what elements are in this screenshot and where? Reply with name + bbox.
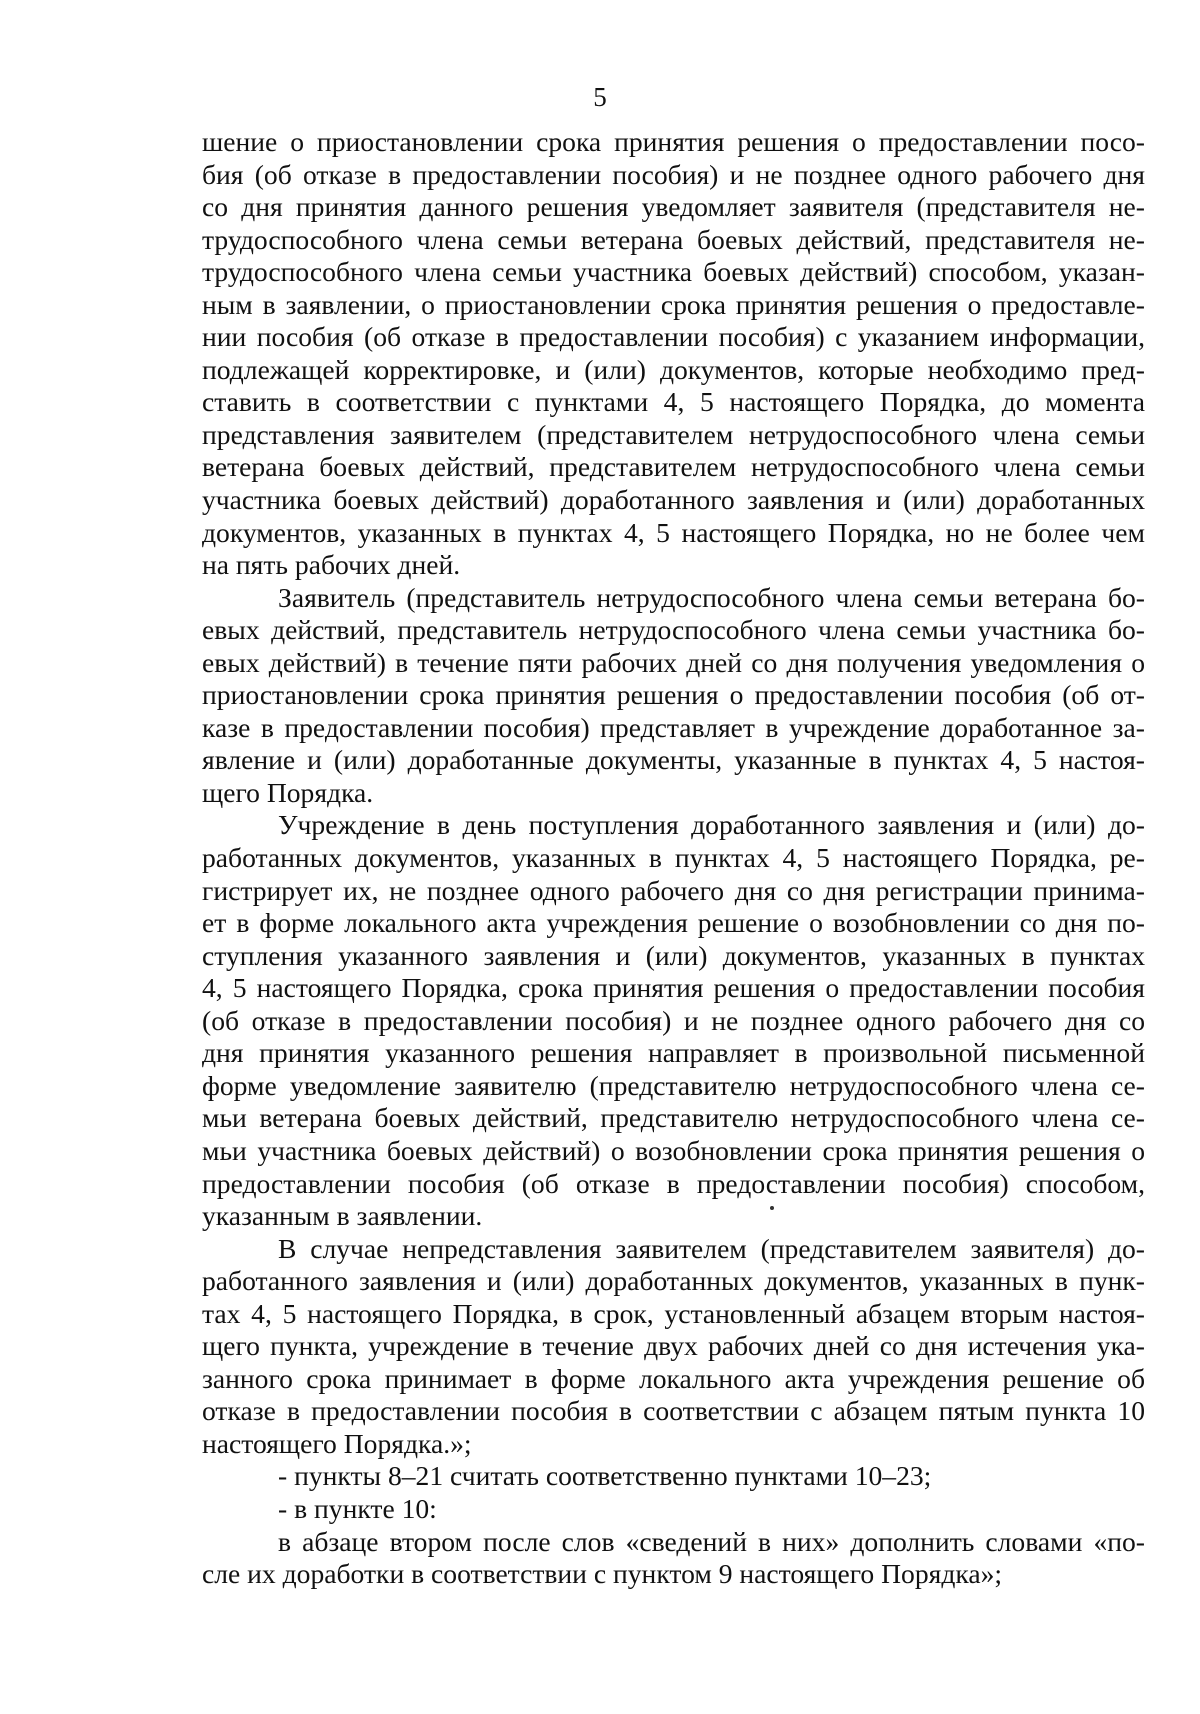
text-line: шение о приостановлении срока принятия решения о предоставлении посо- (202, 126, 1145, 157)
text-line: документов, указанных в пунктах 4, 5 настоящего Порядка, но не более чем (202, 516, 1145, 548)
text-line: щего Порядка. (202, 776, 374, 808)
text-line: В случае непредставления заявителем (представителем заявителя) до- (278, 1232, 1145, 1264)
text-line: нии пособия (об отказе в предоставлении пособия) с указанием информации, (202, 321, 1145, 353)
scan-speck (770, 1206, 774, 1210)
text-line: - пункты 8–21 считать соответственно пунктами 10–23; (278, 1460, 932, 1492)
text-line: мьи ветерана боевых действий, представителю нетрудоспособного члена се- (202, 1102, 1145, 1134)
text-line: ставить в соответствии с пунктами 4, 5 настоящего Порядка, до момента (202, 386, 1145, 418)
text-line: сле их доработки в соответствии с пунктом 9 настоящего Порядка»; (202, 1558, 1003, 1590)
document-body (202, 126, 1145, 1591)
text-line: на пять рабочих дней. (202, 549, 461, 581)
text-line: участника боевых действий) доработанного заявления и (или) доработанных (202, 484, 1145, 516)
text-line: евых действий, представитель нетрудоспособного члена семьи участника бо- (202, 614, 1145, 646)
text-line: ветерана боевых действий, представителем нетрудоспособного члена семьи (202, 451, 1145, 483)
text-line: Заявитель (представитель нетрудоспособного члена семьи ветерана бо- (278, 581, 1145, 613)
text-line: 4, 5 настоящего Порядка, срока принятия решения о предоставлении пособия (202, 972, 1145, 1004)
text-line: дня принятия указанного решения направляет в произвольной письменной (202, 1037, 1145, 1069)
text-line: тах 4, 5 настоящего Порядка, в срок, установленный абзацем вторым настоя- (202, 1297, 1145, 1329)
text-line: казе в предоставлении пособия) представляет в учреждение доработанное за- (202, 711, 1145, 743)
text-line: Учреждение в день поступления доработанного заявления и (или) до- (278, 809, 1145, 841)
text-line: ным в заявлении, о приостановлении срока принятия решения о предоставле- (202, 288, 1145, 320)
text-line: ступления указанного заявления и (или) документов, указанных в пунктах (202, 939, 1145, 971)
text-line: отказе в предоставлении пособия в соответствии с абзацем пятым пункта 10 (202, 1395, 1145, 1427)
text-line: щего пункта, учреждение в течение двух рабочих дней со дня истечения ука- (202, 1330, 1145, 1362)
text-line: настоящего Порядка.»; (202, 1427, 472, 1459)
text-line: трудоспособного члена семьи ветерана боевых действий, представителя не- (202, 223, 1145, 255)
text-line: трудоспособного члена семьи участника боевых действий) способом, указан- (202, 256, 1145, 288)
text-line: занного срока принимает в форме локального акта учреждения решение об (202, 1362, 1145, 1394)
text-line: приостановлении срока принятия решения о предоставлении пособия (об от- (202, 679, 1145, 711)
text-line: работанных документов, указанных в пунктах 4, 5 настоящего Порядка, ре- (202, 842, 1145, 874)
text-line: работанного заявления и (или) доработанных документов, указанных в пунк- (202, 1265, 1145, 1297)
text-line: форме уведомление заявителю (представителю нетрудоспособного члена се- (202, 1069, 1145, 1101)
text-line: евых действий) в течение пяти рабочих дней со дня получения уведомления о (202, 646, 1145, 678)
text-line: гистрирует их, не позднее одного рабочего дня со дня регистрации принима- (202, 874, 1145, 906)
text-line: явление и (или) доработанные документы, указанные в пунктах 4, 5 настоя- (202, 744, 1145, 776)
text-line: бия (об отказе в предоставлении пособия) и не позднее одного рабочего дня (202, 158, 1145, 190)
text-line: указанным в заявлении. (202, 1200, 483, 1232)
page-number: 5 (593, 82, 607, 112)
text-line: мьи участника боевых действий) о возобновлении срока принятия решения о (202, 1134, 1145, 1166)
text-line: со дня принятия данного решения уведомляет заявителя (представителя не- (202, 191, 1145, 223)
text-line: подлежащей корректировке, и (или) документов, которые необходимо пред- (202, 353, 1145, 385)
text-line: ет в форме локального акта учреждения решение о возобновлении со дня по- (202, 907, 1145, 939)
text-line: в абзаце втором после слов «сведений в них» дополнить словами «по- (278, 1525, 1145, 1557)
text-line: (об отказе в предоставлении пособия) и не позднее одного рабочего дня со (202, 1004, 1145, 1036)
text-line: - в пункте 10: (278, 1492, 437, 1524)
text-line: представления заявителем (представителем нетрудоспособного члена семьи (202, 418, 1145, 450)
text-line: предоставлении пособия (об отказе в предоставлении пособия) способом, (202, 1167, 1145, 1199)
